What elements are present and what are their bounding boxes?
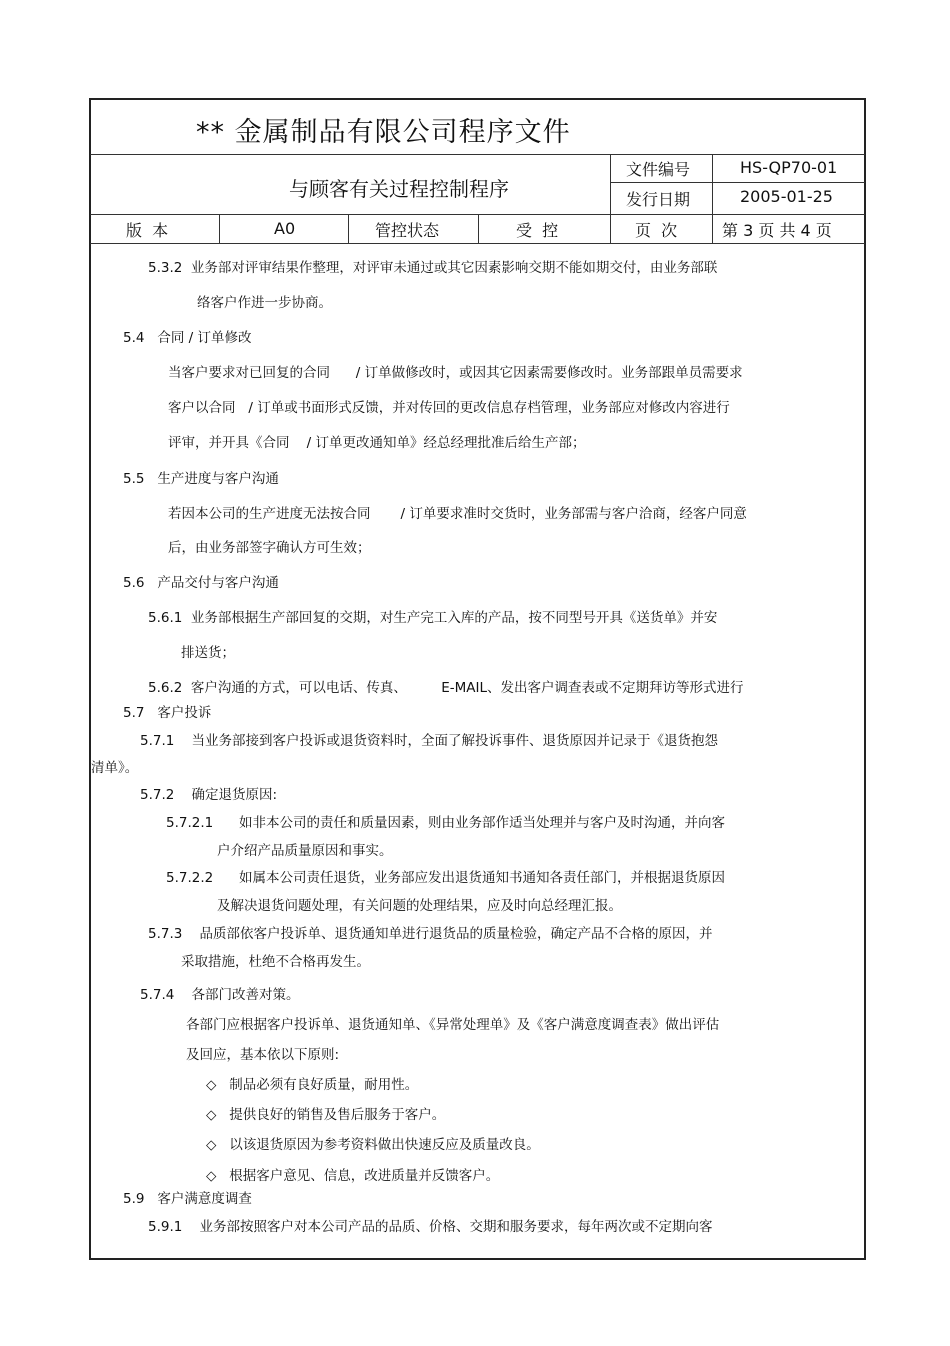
clause-5-7-3: 5.7.3 品质部依客户投诉单、退货通知单进行退货品的质量检验，确定产品不合格的原因，并 — [148, 926, 713, 942]
para-5-7-4-line-2: 及回应，基本依以下原则: — [186, 1047, 340, 1063]
clause-5-7-2-2-cont: 及解决退货问题处理，有关问题的处理结果，应及时向总经理汇报。 — [217, 898, 622, 914]
heading-5-9: 5.9 客户满意度调查 — [123, 1191, 252, 1207]
heading-5-6: 5.6 产品交付与客户沟通 — [123, 575, 279, 591]
principle-item-2: ◇ 提供良好的销售及售后服务于客户。 — [206, 1107, 446, 1123]
header-col-5 — [478, 214, 479, 243]
header-rule-2 — [610, 182, 865, 183]
principle-item-1: ◇ 制品必须有良好质量，耐用性。 — [206, 1077, 419, 1093]
clause-5-7-1: 5.7.1 当业务部接到客户投诉或退货资料时，全面了解投诉事件、退货原因并记录于《退货抱怨 — [140, 733, 719, 749]
header-rule-1 — [90, 154, 865, 155]
clause-5-3-2: 5.3.2 业务部对评审结果作整理，对评审未通过或其它因素影响交期不能如期交付，由业务部联 — [148, 260, 718, 276]
doc-no-value: HS-QP70-01 — [740, 158, 838, 177]
control-label: 管控状态 — [375, 221, 440, 240]
header-col-1 — [610, 154, 611, 243]
page-count: 第 3 页 共 4 页 — [722, 221, 832, 240]
clause-5-7-2: 5.7.2 确定退货原因: — [140, 787, 278, 803]
doc-no-label: 文件编号 — [626, 160, 691, 179]
para-5-5-line-2: 后，由业务部签字确认方可生效； — [168, 540, 371, 556]
issue-date-label: 发行日期 — [626, 190, 691, 209]
para-5-4-line-3: 评审，并开具《合同 / 订单更改通知单》经总经理批准后给生产部； — [168, 435, 586, 451]
page-label: 页 次 — [635, 221, 678, 240]
heading-5-5: 5.5 生产进度与客户沟通 — [123, 471, 279, 487]
issue-date-value: 2005-01-25 — [740, 187, 833, 206]
clause-5-7-2-2: 5.7.2.2 如属本公司责任退货，业务部应发出退货通知书通知各责任部门，并根据退货原因 — [166, 870, 725, 886]
clause-5-3-2-cont: 络客户作进一步协商。 — [197, 295, 332, 311]
heading-5-4: 5.4 合同 / 订单修改 — [123, 330, 252, 346]
header-col-3 — [219, 214, 220, 243]
para-5-4-line-1: 当客户要求对已回复的合同 / 订单做修改时，或因其它因素需要修改时。业务部跟单员需要求 — [168, 365, 743, 381]
clause-5-6-2: 5.6.2 客户沟通的方式，可以电话、传真、 E-MAIL、发出客户调查表或不定期拜访等形式进行 — [148, 680, 744, 696]
clause-5-7-1-cont: 清单》。 — [91, 760, 139, 776]
clause-5-7-4: 5.7.4 各部门改善对策。 — [140, 987, 300, 1003]
clause-5-9-1: 5.9.1 业务部按照客户对本公司产品的品质、价格、交期和服务要求，每年两次或不定期向客 — [148, 1219, 713, 1235]
version-value: A0 — [274, 219, 296, 238]
clause-5-7-2-1: 5.7.2.1 如非本公司的责任和质量因素，则由业务部作适当处理并与客户及时沟通，并向客 — [166, 815, 725, 831]
heading-5-7: 5.7 客户投诉 — [123, 705, 212, 721]
document-name: 与顾客有关过程控制程序 — [289, 177, 509, 201]
control-value: 受 控 — [516, 221, 559, 240]
version-label: 版 本 — [126, 221, 169, 240]
clause-5-7-3-cont: 采取措施，杜绝不合格再发生。 — [181, 954, 370, 970]
clause-5-7-2-1-cont: 户介绍产品质量原因和事实。 — [217, 843, 393, 859]
header-col-4 — [348, 214, 349, 243]
clause-5-6-1-cont: 排送货； — [181, 645, 235, 661]
para-5-7-4-line-1: 各部门应根据客户投诉单、退货通知单、《异常处理单》及《客户满意度调查表》做出评估 — [186, 1017, 720, 1033]
principle-item-3: ◇ 以该退货原因为参考资料做出快速反应及质量改良。 — [206, 1137, 540, 1153]
clause-5-6-1: 5.6.1 业务部根据生产部回复的交期，对生产完工入库的产品，按不同型号开具《送货单》并安 — [148, 610, 718, 626]
para-5-5-line-1: 若因本公司的生产进度无法按合同 / 订单要求准时交货时，业务部需与客户洽商，经客户同意 — [168, 506, 747, 522]
page-title: ** 金属制品有限公司程序文件 — [196, 117, 571, 148]
para-5-4-line-2: 客户以合同 / 订单或书面形式反馈，并对传回的更改信息存档管理，业务部应对修改内容进行 — [168, 400, 730, 416]
header-col-2 — [712, 154, 713, 243]
principle-item-4: ◇ 根据客户意见、信息，改进质量并反馈客户。 — [206, 1168, 500, 1184]
header-rule-4 — [90, 243, 865, 244]
